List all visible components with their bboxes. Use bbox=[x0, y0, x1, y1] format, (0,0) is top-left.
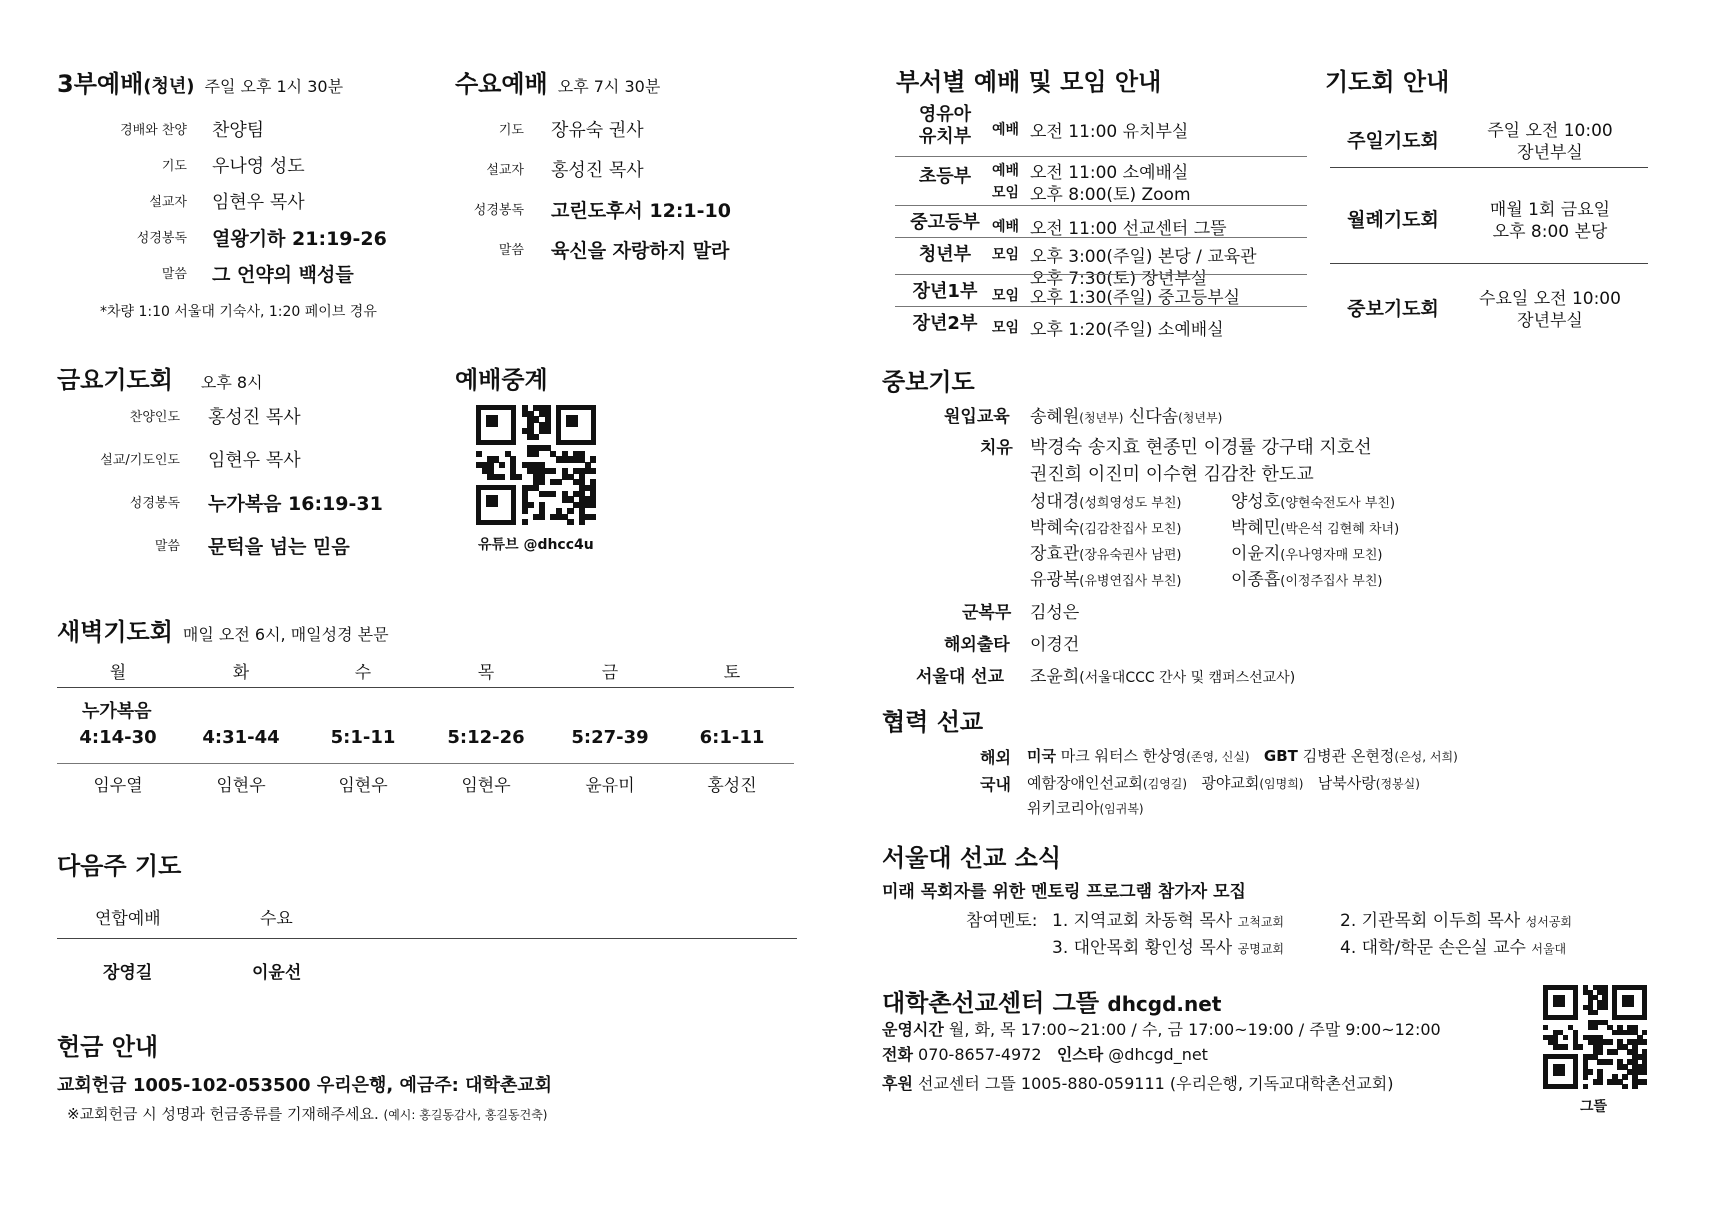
friday-label: 성경봉독 bbox=[129, 496, 180, 511]
wednesday-value: 홍성진 목사 bbox=[551, 160, 644, 181]
healing-relation: (우나영자매 모친) bbox=[1280, 548, 1383, 563]
healing-line-1: 박경숙 송지효 현종민 이경률 강구태 지호선 bbox=[1030, 437, 1372, 458]
department-name: 청년부 bbox=[918, 244, 972, 265]
healing-relation: (양현숙전도사 부친) bbox=[1280, 496, 1396, 511]
center-qr-code[interactable] bbox=[1543, 985, 1647, 1089]
next-prayer-header-1: 연합예배 bbox=[95, 909, 161, 929]
mentor-1: 1. 지역교회 차동혁 목사 고척교회 bbox=[1052, 911, 1285, 931]
center-qr-caption: 그뜰 bbox=[1580, 1099, 1608, 1115]
friday-label: 말씀 bbox=[154, 539, 180, 554]
dawn-leader: 임현우 bbox=[461, 776, 511, 796]
department-name: 장년2부 bbox=[912, 313, 978, 334]
dawn-day: 목 bbox=[477, 663, 495, 683]
center-title: 대학촌선교센터 그뜰 dhcgd.net bbox=[882, 989, 1222, 1017]
prayer-meeting-time: 수요일 오전 10:00 bbox=[1479, 289, 1621, 309]
snu-missionary: 조윤희(서울대CCC 간사 및 캠퍼스선교사) bbox=[1030, 667, 1296, 687]
healing-relation: (이정주집사 부친) bbox=[1280, 574, 1383, 589]
education-label: 원입교육 bbox=[944, 407, 1010, 427]
worship3-note: *차량 1:10 서울대 기숙사, 1:20 페이브 경유 bbox=[100, 304, 377, 320]
youtube-qr-code[interactable] bbox=[476, 405, 596, 525]
wednesday-label: 기도 bbox=[498, 123, 524, 138]
wednesday-time: 오후 7시 30분 bbox=[557, 77, 661, 96]
prayer-meeting-name: 주일기도회 bbox=[1347, 130, 1439, 152]
prayer-meeting-place: 오후 8:00 본당 bbox=[1492, 222, 1608, 242]
center-support: 후원 선교센터 그뜰 1005-880-059111 (우리은행, 기독교대학촌선교회) bbox=[882, 1074, 1394, 1093]
next-prayer-title: 다음주 기도 bbox=[57, 852, 182, 880]
worship3-label: 성경봉독 bbox=[136, 231, 187, 246]
worship3-label: 설교자 bbox=[149, 195, 187, 210]
broadcast-title: 예배중계 bbox=[455, 366, 548, 394]
dawn-passage: 4:31-44 bbox=[202, 727, 280, 748]
department-tag: 예배 bbox=[992, 122, 1020, 138]
department-name: 초등부 bbox=[918, 166, 972, 187]
offering-account: 교회헌금 1005-102-053500 우리은행, 예금주: 대학촌교회 bbox=[57, 1075, 553, 1096]
healing-name: 성대경 bbox=[1030, 492, 1080, 512]
worship3-value: 임현우 목사 bbox=[212, 192, 305, 213]
wednesday-value: 육신을 자랑하지 말라 bbox=[551, 240, 730, 262]
wednesday-label: 말씀 bbox=[498, 243, 524, 258]
worship3-title: 3부예배(청년) 주일 오후 1시 30분 bbox=[57, 70, 344, 98]
healing-person bbox=[1231, 487, 1395, 512]
healing-person bbox=[1030, 539, 1181, 564]
dawn-passage: 4:14-30 bbox=[79, 727, 157, 748]
offering-note: ※교회헌금 시 성명과 헌금종류를 기재해주세요. (예시: 홍길동감사, 홍길동건축) bbox=[67, 1105, 548, 1123]
friday-title: 금요기도회 오후 8시 bbox=[57, 366, 263, 394]
next-prayer-name-1: 장영길 bbox=[103, 963, 153, 983]
snu-news-headline: 미래 목회자를 위한 멘토링 프로그램 참가자 모집 bbox=[882, 882, 1246, 902]
dawn-passage: 5:12-26 bbox=[447, 727, 525, 748]
worship3-label: 기도 bbox=[161, 159, 187, 174]
intercession-title: 중보기도 bbox=[882, 368, 975, 396]
snu-news-title: 서울대 선교 소식 bbox=[882, 844, 1061, 872]
friday-value: 임현우 목사 bbox=[208, 450, 301, 471]
department-tag: 모임 bbox=[992, 247, 1020, 263]
friday-time: 오후 8시 bbox=[200, 373, 263, 392]
prayer-meeting-time: 주일 오전 10:00 bbox=[1487, 121, 1613, 141]
wednesday-title: 수요예배 오후 7시 30분 bbox=[455, 70, 661, 98]
department-tag: 예배 bbox=[992, 219, 1020, 235]
worship3-value: 열왕기하 21:19-26 bbox=[212, 228, 387, 250]
departments-title: 부서별 예배 및 모임 안내 bbox=[896, 68, 1162, 96]
department-name: 영유아 유치부 bbox=[918, 104, 972, 147]
healing-name: 유광복 bbox=[1030, 570, 1080, 590]
dawn-time: 매일 오전 6시, 매일성경 본문 bbox=[182, 625, 389, 644]
department-schedule: 오후 7:30(토) 장년부실 bbox=[1030, 269, 1208, 289]
dawn-day: 화 bbox=[232, 663, 250, 683]
prayer-meeting-name: 월례기도회 bbox=[1347, 209, 1439, 231]
snu-label: 서울대 선교 bbox=[916, 667, 1005, 687]
department-tag: 모임 bbox=[992, 320, 1020, 336]
dawn-day: 금 bbox=[601, 663, 619, 683]
friday-value: 홍성진 목사 bbox=[208, 407, 301, 428]
military-label: 군복무 bbox=[962, 603, 1012, 623]
friday-value: 문턱을 넘는 믿음 bbox=[208, 536, 350, 558]
mentor-3: 3. 대안목회 황인성 목사 공명교회 bbox=[1052, 938, 1285, 958]
department-schedule: 오후 8:00(토) Zoom bbox=[1030, 185, 1191, 205]
worship3-time: 주일 오후 1시 30분 bbox=[204, 77, 344, 96]
mentor-4: 4. 대학/학문 손은실 교수 서울대 bbox=[1340, 938, 1567, 958]
dawn-day: 수 bbox=[354, 663, 372, 683]
prayer-meeting-time: 매월 1회 금요일 bbox=[1489, 200, 1611, 220]
prayer-meeting-place: 장년부실 bbox=[1517, 311, 1583, 331]
department-name: 중고등부 bbox=[910, 212, 980, 233]
healing-name: 양성호 bbox=[1231, 492, 1281, 512]
worship3-label: 경배와 찬양 bbox=[120, 123, 187, 138]
military-name: 김성은 bbox=[1030, 603, 1080, 623]
department-schedule: 오후 1:20(주일) 소예배실 bbox=[1030, 320, 1224, 340]
next-prayer-header-2: 수요 bbox=[260, 909, 293, 929]
healing-person bbox=[1030, 565, 1181, 590]
wednesday-value: 고린도후서 12:1-10 bbox=[551, 200, 731, 222]
healing-relation: (장유숙권사 남편) bbox=[1079, 548, 1182, 563]
friday-value: 누가복음 16:19-31 bbox=[208, 493, 383, 515]
department-name: 장년1부 bbox=[912, 281, 978, 302]
dawn-day: 월 bbox=[109, 663, 127, 683]
overseas-list: 미국 마크 워터스 한상영(존영, 신실) GBT 김병관 온현정(은성, 서희) bbox=[1027, 747, 1458, 765]
center-site[interactable]: dhcgd.net bbox=[1107, 992, 1222, 1016]
center-hours: 운영시간 월, 화, 목 17:00~21:00 / 수, 금 17:00~19:00 / 주말 9:00~12:00 bbox=[882, 1020, 1441, 1039]
prayer-meeting-name: 중보기도회 bbox=[1347, 298, 1439, 320]
dawn-passage: 5:1-11 bbox=[330, 727, 396, 748]
healing-relation: (박은석 김현혜 차녀) bbox=[1280, 522, 1400, 537]
abroad-name: 이경건 bbox=[1030, 635, 1080, 655]
healing-line-2: 권진희 이진미 이수현 김감찬 한도교 bbox=[1030, 464, 1314, 485]
healing-person bbox=[1231, 565, 1382, 590]
healing-person bbox=[1231, 539, 1382, 564]
overseas-label: 해외 bbox=[980, 748, 1011, 767]
dawn-leader: 윤유미 bbox=[585, 776, 635, 796]
department-tag: 예배 bbox=[992, 163, 1020, 179]
dawn-leader: 임우열 bbox=[93, 776, 143, 796]
friday-label: 설교/기도인도 bbox=[100, 453, 180, 468]
wednesday-value: 장유숙 권사 bbox=[551, 120, 644, 141]
healing-label: 치유 bbox=[980, 438, 1013, 458]
healing-person bbox=[1231, 513, 1399, 538]
abroad-label: 해외출타 bbox=[944, 635, 1010, 655]
department-schedule: 오전 11:00 유치부실 bbox=[1030, 122, 1189, 142]
dawn-title: 새벽기도회 매일 오전 6시, 매일성경 본문 bbox=[57, 618, 389, 646]
worship3-value: 우나영 성도 bbox=[212, 156, 305, 177]
dawn-passage: 5:27-39 bbox=[571, 727, 649, 748]
department-schedule: 오전 11:00 소예배실 bbox=[1030, 163, 1189, 183]
healing-name: 장효관 bbox=[1030, 544, 1080, 564]
dawn-leader: 임현우 bbox=[338, 776, 388, 796]
next-prayer-name-2: 이윤선 bbox=[252, 963, 302, 983]
healing-person bbox=[1030, 487, 1181, 512]
worship3-value: 그 언약의 백성들 bbox=[212, 264, 354, 286]
dawn-passage: 6:1-11 bbox=[699, 727, 765, 748]
worship3-value: 찬양팀 bbox=[212, 120, 265, 141]
healing-name: 이윤지 bbox=[1231, 544, 1281, 564]
offering-title: 헌금 안내 bbox=[57, 1033, 159, 1061]
prayer-meetings-title: 기도회 안내 bbox=[1325, 68, 1450, 96]
department-schedule: 오후 1:30(주일) 중고등부실 bbox=[1030, 288, 1241, 308]
healing-relation: (유병연집사 부친) bbox=[1079, 574, 1182, 589]
mentor-label: 참여멘토: bbox=[966, 911, 1038, 931]
healing-relation: (성희영성도 부친) bbox=[1079, 496, 1182, 511]
healing-person bbox=[1030, 513, 1181, 538]
domestic-label: 국내 bbox=[980, 775, 1011, 794]
mentor-2: 2. 기관목회 이두희 목사 성서공회 bbox=[1340, 911, 1573, 931]
partner-missions-title: 협력 선교 bbox=[882, 708, 984, 736]
wednesday-label: 설교자 bbox=[486, 163, 524, 178]
department-schedule: 오후 3:00(주일) 본당 / 교육관 bbox=[1030, 247, 1257, 267]
department-schedule: 오전 11:00 선교센터 그뜰 bbox=[1030, 219, 1227, 239]
broadcast-caption: 유튜브 @dhcc4u bbox=[478, 537, 594, 553]
dawn-day: 토 bbox=[723, 663, 741, 683]
dawn-leader: 홍성진 bbox=[707, 776, 757, 796]
prayer-meeting-place: 장년부실 bbox=[1517, 143, 1583, 163]
healing-name: 박혜숙 bbox=[1030, 518, 1080, 538]
healing-name: 이종흡 bbox=[1231, 570, 1281, 590]
wednesday-label: 성경봉독 bbox=[473, 203, 524, 218]
dawn-leader: 임현우 bbox=[216, 776, 266, 796]
healing-name: 박혜민 bbox=[1231, 518, 1281, 538]
dawn-book: 누가복음 bbox=[82, 701, 152, 722]
department-tag: 모임 bbox=[992, 288, 1020, 304]
domestic-list: 예함장애인선교회(김영길) 광야교회(임명희) 남북사랑(정봉실) bbox=[1027, 774, 1420, 792]
domestic-list-2: 위키코리아(임귀복) bbox=[1027, 799, 1144, 817]
friday-label: 찬양인도 bbox=[129, 410, 180, 425]
healing-relation: (김감찬집사 모친) bbox=[1079, 522, 1182, 537]
department-tag: 모임 bbox=[992, 185, 1020, 201]
worship3-label: 말씀 bbox=[161, 267, 187, 282]
education-list: 송혜원(청년부) 신다솜(청년부) bbox=[1030, 407, 1223, 427]
center-contact: 전화 070-8657-4972 인스타 @dhcgd_net bbox=[882, 1045, 1208, 1064]
